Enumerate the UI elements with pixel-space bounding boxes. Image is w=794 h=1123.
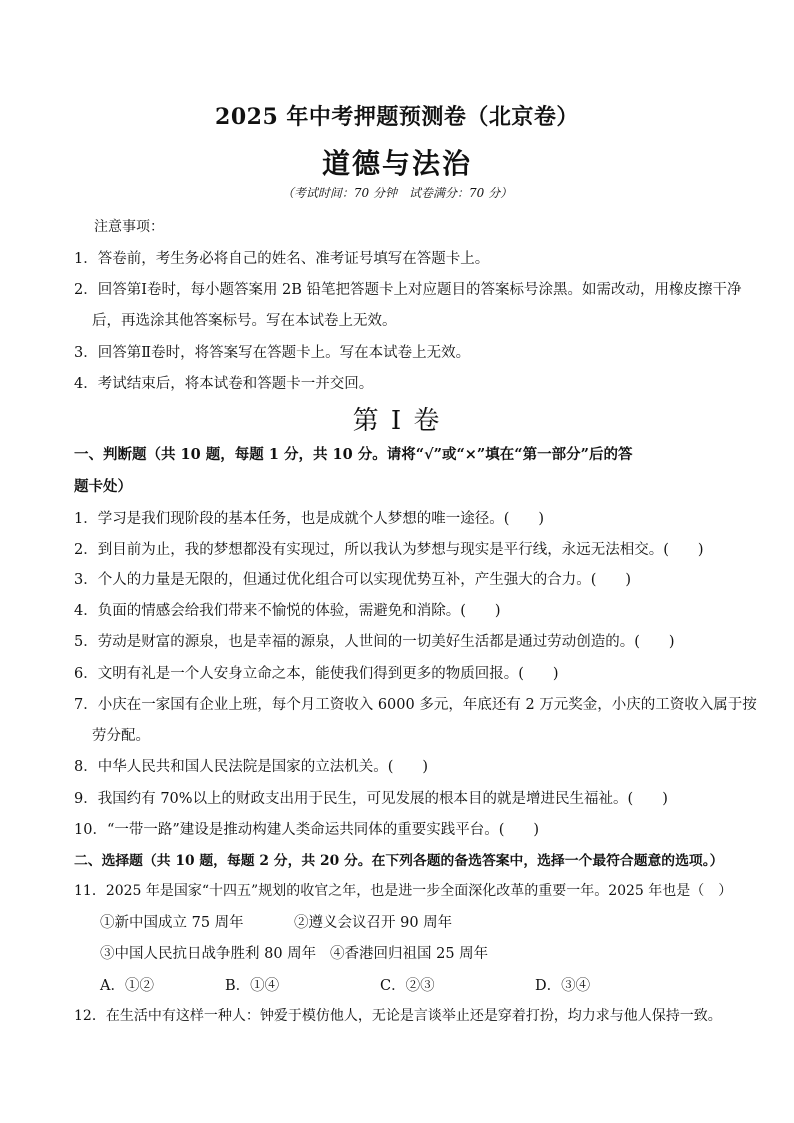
question-6: 6．文明有礼是一个人安身立命之本，能使我们得到更多的物质回报。( ) — [74, 666, 559, 682]
exam-info: （考试时间：70 分钟 试卷满分：70 分） — [281, 186, 513, 200]
notice-item: 1．答卷前，考生务必将自己的姓名、准考证号填写在答题卡上。 — [74, 251, 490, 267]
question-5: 5．劳动是财富的源泉，也是幸福的源泉，人世间的一切美好生活都是通过劳动创造的。( ) — [74, 634, 675, 650]
question-9: 9．我国约有 70%以上的财政支出用于民生，可见发展的根本目的就是增进民生福祉。( ) — [74, 791, 668, 807]
question-12: 12．在生活中有这样一种人：钟爱于模仿他人，无论是言谈举止还是穿着打扮，均力求与他人保持一致。 — [74, 1008, 722, 1024]
notice-item: 3．回答第Ⅱ卷时，将答案写在答题卡上。写在本试卷上无效。 — [74, 345, 471, 361]
notice-item: 2．回答第Ⅰ卷时，每小题答案用 2B 铅笔把答题卡上对应题目的答案标号涂黑。如需改动，用橡皮擦干净 — [74, 282, 742, 298]
section1-heading: 一、判断题（共 10 题，每题 1 分，共 10 分。请将“√”或“×”填在“第一部分”后的答 — [74, 446, 633, 463]
question-2: 2．到目前为止，我的梦想都没有实现过，所以我认为梦想与现实是平行线，永远无法相交。( ) — [74, 542, 704, 558]
subject-title: 道德与法治 — [321, 147, 472, 180]
question-7-continued: 劳分配。 — [92, 728, 150, 744]
question-3: 3．个人的力量是无限的，但通过优化组合可以实现优势互补，产生强大的合力。( ) — [74, 572, 632, 588]
q11-option-a: A．①② — [100, 978, 154, 994]
q11-item-4: ④香港回归祖国 25 周年 — [330, 946, 489, 962]
volume-title: 第 I 卷 — [352, 406, 442, 436]
q11-option-d: D．③④ — [535, 978, 591, 994]
q11-item-1: ①新中国成立 75 周年 — [100, 915, 244, 931]
section1-heading-continued: 题卡处） — [74, 478, 132, 495]
notice-title: 注意事项： — [94, 219, 164, 235]
q11-option-b: B．①④ — [225, 978, 280, 994]
question-10: 10．“一带一路”建设是推动构建人类命运共同体的重要实践平台。( ) — [74, 822, 540, 838]
section2-heading: 二、选择题（共 10 题，每题 2 分，共 20 分。在下列各题的备选答案中，选择一个最符合题意的选项。） — [74, 853, 724, 869]
notice-item: 4．考试结束后，将本试卷和答题卡一并交回。 — [74, 376, 374, 392]
question-1: 1．学习是我们现阶段的基本任务，也是成就个人梦想的唯一途径。( ) — [74, 511, 545, 527]
question-4: 4．负面的情感会给我们带来不愉悦的体验，需避免和消除。( ) — [74, 603, 501, 619]
question-11: 11．2025 年是国家“十四五”规划的收官之年，也是进一步全面深化改革的重要一年。2025 年也是（ ） — [74, 883, 733, 899]
question-8: 8．中华人民共和国人民法院是国家的立法机关。( ) — [74, 759, 429, 775]
notice-item-continued: 后，再选涂其他答案标号。写在本试卷上无效。 — [92, 313, 397, 329]
exam-title: 2025 年中考押题预测卷（北京卷） — [215, 104, 579, 130]
q11-item-2: ②遵义会议召开 90 周年 — [294, 915, 453, 931]
q11-item-3: ③中国人民抗日战争胜利 80 周年 — [100, 946, 317, 962]
question-7: 7．小庆在一家国有企业上班，每个月工资收入 6000 多元，年底还有 2 万元奖金，小庆的工资收入属于按 — [74, 697, 757, 713]
q11-option-c: C．②③ — [380, 978, 435, 994]
